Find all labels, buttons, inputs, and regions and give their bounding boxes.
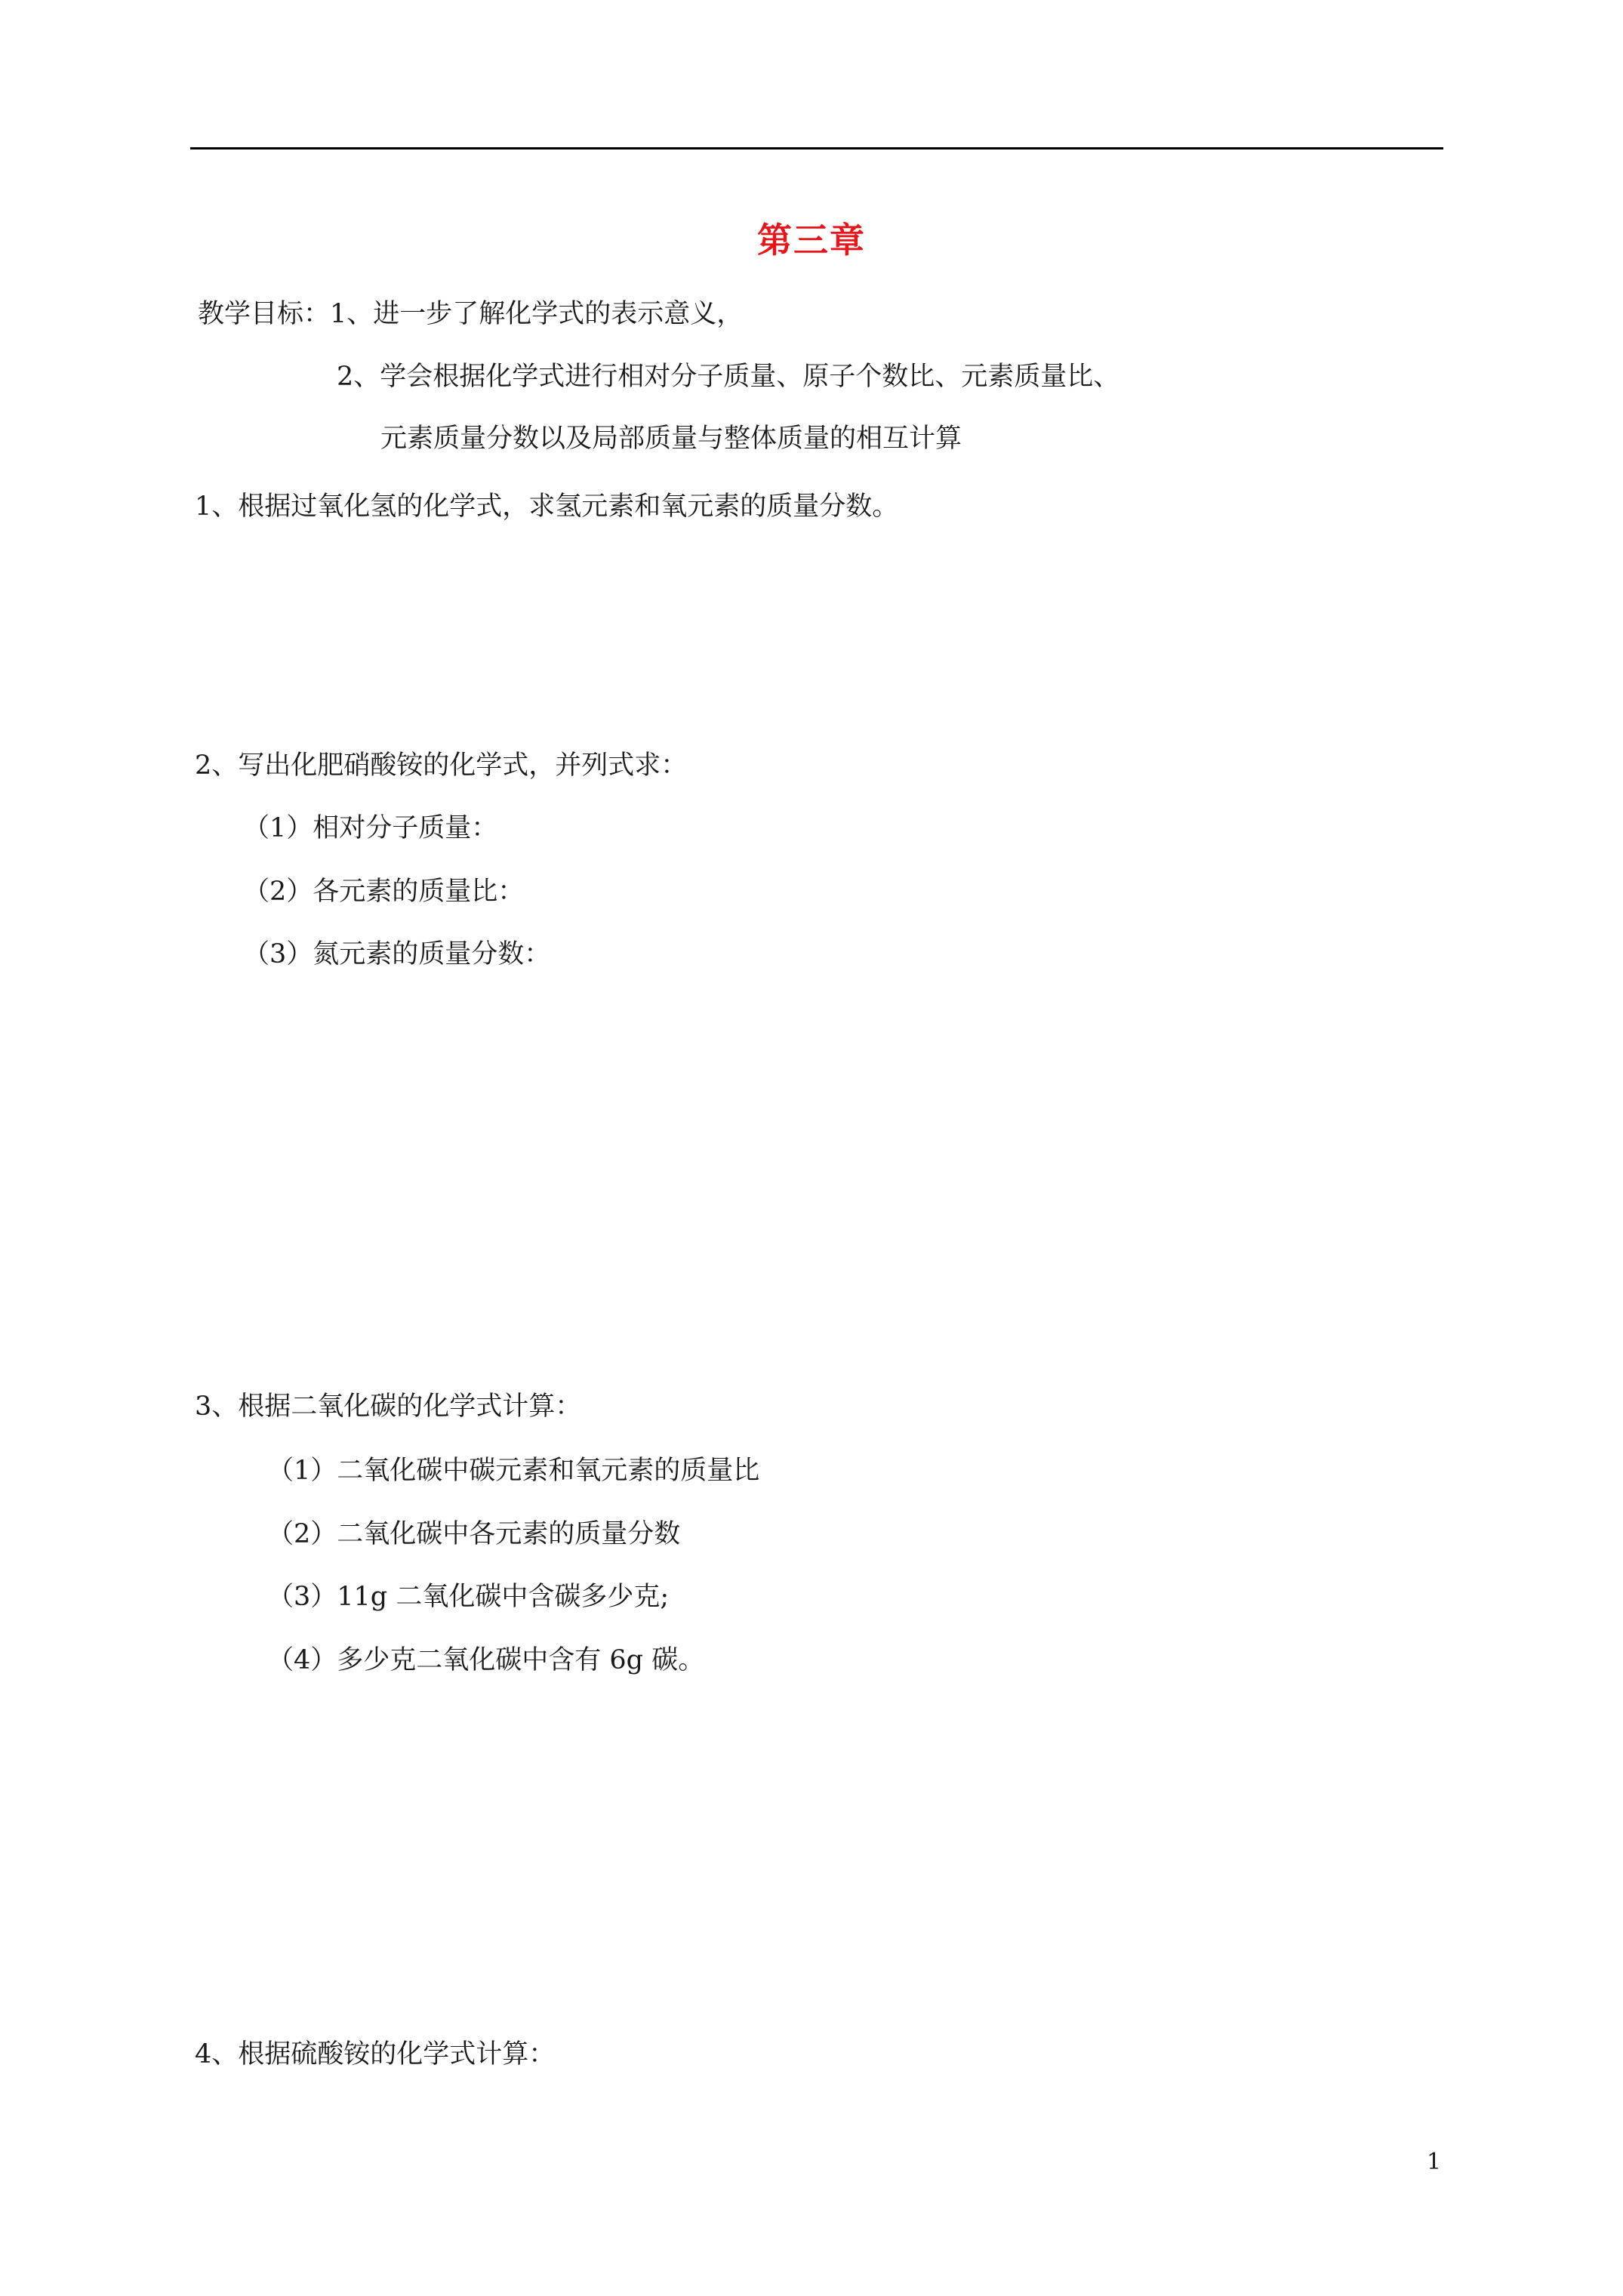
question-3: 3、根据二氧化碳的化学式计算： (195, 1391, 582, 1422)
question-2-item-2: （2）各元素的质量比： (243, 877, 525, 907)
page-title: 第三章 (757, 220, 866, 260)
question-2: 2、写出化肥硝酸铵的化学式，并列式求： (195, 750, 688, 781)
objective-line-1: 教学目标：1、进一步了解化学式的表示意义， (198, 299, 744, 329)
question-4: 4、根据硫酸铵的化学式计算： (195, 2039, 556, 2069)
question-3-item-2: （2）二氧化碳中各元素的质量分数 (267, 1519, 681, 1549)
objective-line-2: 2、学会根据化学式进行相对分子质量、原子个数比、元素质量比、 (337, 362, 1120, 392)
question-2-item-1: （1）相对分子质量： (243, 813, 498, 843)
page-number: 1 (1427, 2149, 1442, 2175)
header-rule (190, 147, 1443, 149)
question-3-item-1: （1）二氧化碳中碳元素和氧元素的质量比 (267, 1456, 760, 1486)
objective-line-3: 元素质量分数以及局部质量与整体质量的相互计算 (380, 424, 962, 454)
question-3-item-3: （3）11g 二氧化碳中含碳多少克; (267, 1582, 670, 1612)
question-3-item-4: （4）多少克二氧化碳中含有 6g 碳。 (267, 1645, 705, 1675)
question-1: 1、根据过氧化氢的化学式，求氢元素和氧元素的质量分数。 (195, 492, 899, 522)
question-2-item-3: （3）氮元素的质量分数： (243, 939, 551, 969)
